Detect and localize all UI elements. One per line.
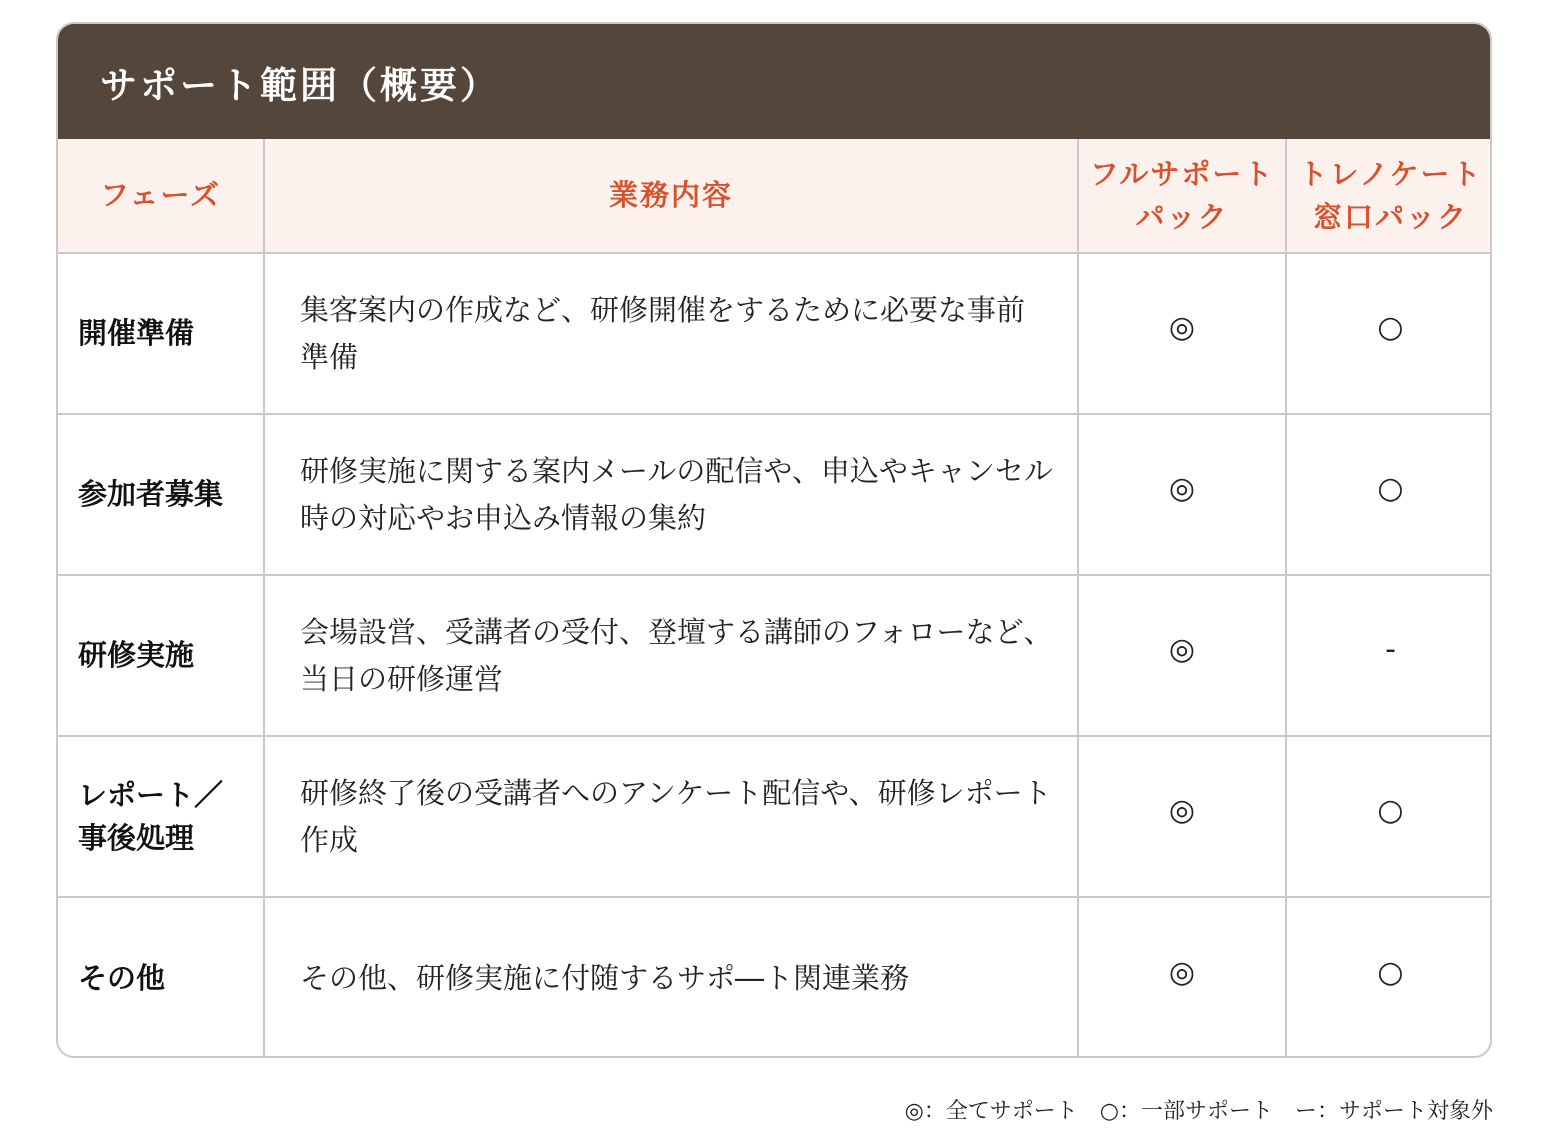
table-row [58,897,1492,1058]
phase-cell: レポート／ 事後処理 [58,736,264,897]
full-support-mark-cell [1078,414,1286,575]
phase-cell: その他 [58,897,264,1058]
description-cell: 研修終了後の受講者へのアンケート配信や、研修レポート作成 [264,736,1078,897]
full-support-mark-cell [1078,575,1286,736]
full-support-mark: ◎ [1168,632,1196,667]
table-row [58,414,1492,575]
window-pack-mark: ○ [1377,954,1404,990]
legend: ◎：全てサポート ○：一部サポート ー：サポート対象外 [904,1099,1493,1124]
table-row [58,575,1492,736]
full-support-mark: ◎ [1168,793,1196,828]
full-support-mark: ◎ [1168,471,1196,506]
card-title: サポート範囲（概要） [100,63,500,107]
phase-cell: 参加者募集 [58,414,264,575]
full-support-mark-cell [1078,253,1286,414]
support-table [58,139,1492,1058]
description-cell: その他、研修実施に付随するサポ―ト関連業務 [264,897,1078,1058]
full-support-mark-cell [1078,897,1286,1058]
window-pack-mark-cell [1286,575,1492,736]
phase-cell: 研修実施 [58,575,264,736]
table-header-row [58,139,1492,253]
header-phase: フェーズ [58,139,264,253]
window-pack-mark-cell [1286,736,1492,897]
window-pack-mark-cell [1286,253,1492,414]
full-support-mark-cell [1078,736,1286,897]
full-support-mark: ◎ [1168,310,1196,345]
description-cell: 会場設営、受講者の受付、登壇する講師のフォローなど、当日の研修運営 [264,575,1078,736]
phase-cell: 開催準備 [58,253,264,414]
window-pack-mark-cell [1286,414,1492,575]
window-pack-mark-cell [1286,897,1492,1058]
window-pack-mark: ○ [1377,471,1404,506]
support-scope-card [56,22,1492,1058]
description-cell: 集客案内の作成など、研修開催をするために必要な事前準備 [264,253,1078,414]
window-pack-mark: - [1385,632,1396,667]
header-window-pack: トレノケート 窓口パック [1286,139,1492,253]
table-row [58,253,1492,414]
header-description: 業務内容 [264,139,1078,253]
description-cell: 研修実施に関する案内メールの配信や、申込やキャンセル時の対応やお申込み情報の集約 [264,414,1078,575]
table-row [58,736,1492,897]
header-full-support-pack: フルサポート パック [1078,139,1286,253]
window-pack-mark: ○ [1377,310,1404,345]
window-pack-mark: ○ [1377,793,1404,828]
card-header [58,24,1490,139]
full-support-mark: ◎ [1168,954,1196,990]
